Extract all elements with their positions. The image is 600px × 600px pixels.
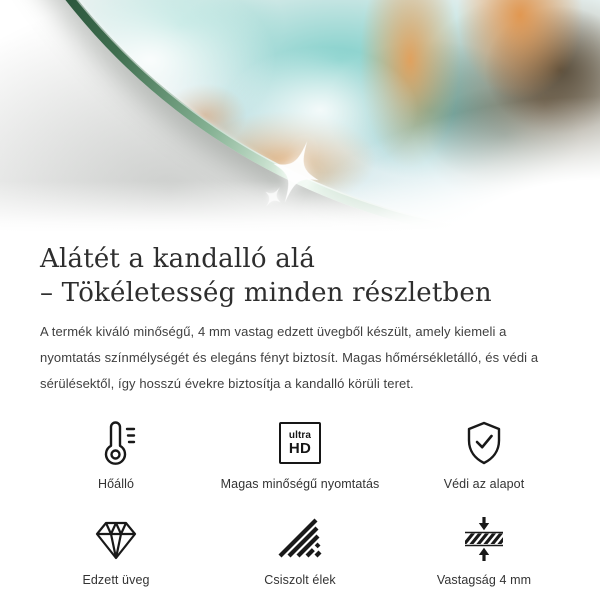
ultra-hd-badge — [279, 422, 321, 464]
features-grid — [24, 419, 576, 587]
ultra-hd-badge-bottom: HD — [288, 440, 312, 457]
feature-label: Magas minőségű nyomtatás — [220, 477, 380, 491]
ultra-hd-badge-top: ultra — [288, 430, 312, 441]
page-title — [40, 242, 560, 310]
feature-item-thickness — [392, 515, 576, 587]
feature-label: Vastagság 4 mm — [436, 573, 532, 587]
polished-edges-icon — [276, 515, 324, 563]
page-title-line-1: Alátét a kandalló alá — [40, 244, 316, 274]
feature-item-hd-print — [208, 419, 392, 491]
feature-label: Hőálló — [97, 477, 135, 491]
hero-image — [0, 0, 600, 232]
diamond-icon — [92, 515, 140, 563]
thickness-icon — [460, 515, 508, 563]
feature-item-polished-edges — [208, 515, 392, 587]
feature-label: Csiszolt élek — [264, 573, 336, 587]
feature-item-protects-base — [392, 419, 576, 491]
shield-check-icon — [462, 419, 506, 467]
feature-label: Edzett üveg — [82, 573, 150, 587]
feature-item-heat-resistant — [24, 419, 208, 491]
feature-label: Védi az alapot — [443, 477, 525, 491]
page-title-line-2: – Tökéletesség minden részletben — [40, 278, 492, 308]
thermometer-icon — [94, 419, 138, 467]
product-description: A termék kiváló minőségű, 4 mm vastag edzett üvegből készült, amely kiemeli a nyomtatás színmélységét és elegáns fényt biztosít. Magas hőmérsékletálló, és védi a sérülésektől, így hosszú évekre biztosítja a kandalló körüli teret. — [40, 324, 539, 391]
ultra-hd-icon — [279, 419, 321, 467]
feature-item-tempered-glass — [24, 515, 208, 587]
